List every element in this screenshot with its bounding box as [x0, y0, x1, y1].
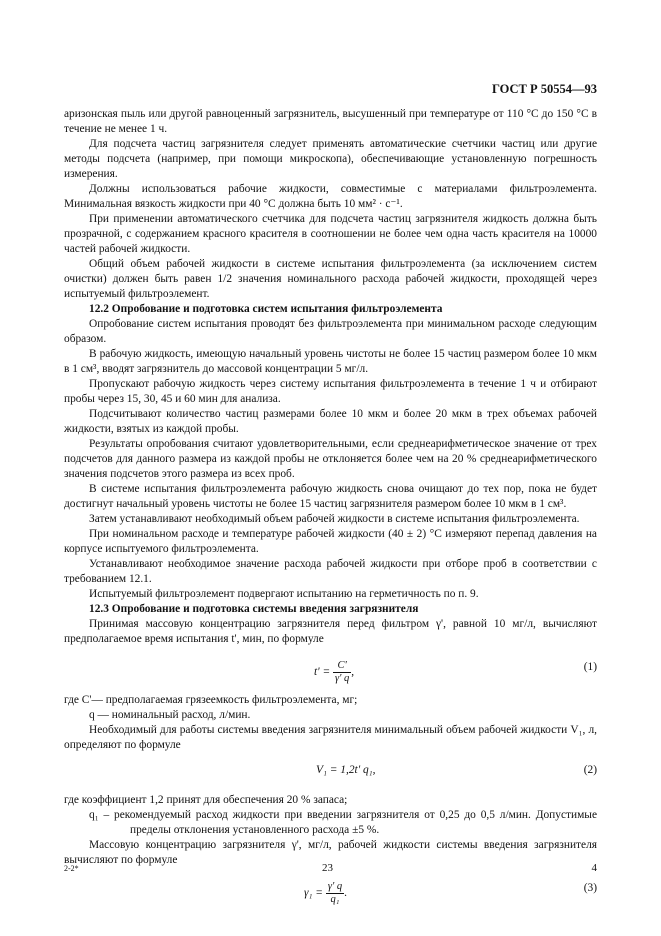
numerator: γ' q	[327, 881, 343, 892]
numerator: C'	[333, 660, 351, 673]
paragraph: При номинальном расходе и температуре рабочей жидкости (40 ± 2) °С измеряют перепад давления на корпусе испытуемого фильтроэлемента.	[64, 528, 597, 555]
formula-lhs: γ₁ =	[304, 887, 323, 900]
formula-fraction	[326, 881, 344, 906]
paragraph: Устанавливают необходимое значение расхода рабочей жидкости при отборе проб в соответствии с требованием 12.1.	[64, 558, 597, 585]
where-line: q₁ – рекомендуемый расход жидкости при введении загрязнителя от 0,25 до 0,5 л/мин. Допустимые пределы отклонения установленного расхода ±5 %.	[89, 809, 597, 836]
formula-lhs: t' =	[314, 666, 331, 679]
paragraph: Необходимый для работы системы введения загрязнителя минимальный объем рабочей жидкости V₁, л, определяют по формуле	[64, 724, 597, 751]
section-heading-12-3: 12.3 Опробование и подготовка системы введения загрязнителя	[89, 603, 419, 615]
formula-number: (1)	[583, 661, 597, 673]
paragraph: Испытуемый фильтроэлемент подвергают испытанию на герметичность по п. 9.	[89, 588, 479, 600]
formula-expr: V₁ = 1,2t' q₁,	[316, 764, 376, 776]
formula-tail: ,	[351, 666, 355, 679]
formula-2	[64, 757, 597, 789]
paragraph: Массовую концентрацию загрязнителя γ', мг/л, рабочей жидкости системы введения загрязнителя вычисляют по формуле	[64, 839, 597, 866]
paragraph: В рабочую жидкость, имеющую начальный уровень чистоты не более 15 частиц размером более 10 мкм в 1 см³, вводят загрязнитель до массовой концентрации 5 мг/л.	[64, 348, 597, 375]
formula-tail: .	[344, 887, 347, 900]
paragraph: Подсчитывают количество частиц размерами более 10 мкм и более 20 мкм в трех объемах рабочей жидкости, взятых из каждой пробы.	[64, 408, 597, 435]
paragraph: Общий объем рабочей жидкости в системе испытания фильтроэлемента (за исключением систем очистки) должен быть равен 1/2 значения номинального расхода рабочей жидкости, проходящей через испытуемый фильтроэлемент.	[64, 258, 597, 300]
paragraph: аризонская пыль или другой равноценный загрязнитель, высушенный при температуре от 110 °С до 150 °С в течение не менее 1 ч.	[64, 108, 597, 135]
paragraph: Затем устанавливают необходимый объем рабочей жидкости в системе испытания фильтроэлемента.	[89, 513, 580, 525]
paragraph: В системе испытания фильтроэлемента рабочую жидкость снова очищают до тех пор, пока не будет достигнут начальный уровень чистоты не более 15 частиц загрязнителя размером более 10 мкм в 1 см³.	[64, 483, 597, 510]
formula-number: (3)	[583, 882, 597, 894]
where-line: q — номинальный расход, л/мин.	[89, 709, 251, 721]
footer-mark: 2-2*	[64, 864, 79, 873]
sheet-number: 4	[591, 862, 597, 874]
paragraph: Для подсчета частиц загрязнителя следует применять автоматические счетчики частиц или другие методы подсчета (например, при помощи микроскопа), обеспечивающие установленную погрешность измерения.	[64, 138, 597, 180]
paragraph: Опробование систем испытания проводят без фильтроэлемента при минимальном расходе следующим образом.	[64, 318, 597, 345]
paragraph: Принимая массовую концентрацию загрязнителя перед фильтром γ', равной 10 мг/л, вычисляют предполагаемое время испытания t', мин, по формуле	[64, 618, 597, 645]
formula-3	[64, 872, 597, 910]
paragraph: При применении автоматического счетчика для подсчета частиц загрязнителя жидкость должна быть прозрачной, с содержанием красного красителя в соотношении не более чем одна часть красителя на 10000 частей рабочей жидкости.	[64, 213, 597, 255]
formula-1	[64, 651, 597, 689]
where-line: где C'— предполагаемая грязеемкость фильтроэлемента, мг;	[64, 694, 358, 706]
paragraph: Должны использоваться рабочие жидкости, совместимые с материалами фильтроэлемента. Минимальная вязкость жидкости при 40 °С должна быть 10 мм² · с⁻¹.	[64, 183, 597, 210]
paragraph: Результаты опробования считают удовлетворительными, если среднеарифметическое значение от трех подсчетов для данного размера из каждой пробы не отклоняется более чем на 20 % среднеарифметического значения подсчетов этого размера из всех проб.	[64, 438, 597, 480]
where-line: где коэффициент 1,2 принят для обеспечения 20 % запаса;	[64, 794, 348, 806]
denominator: γ' q	[335, 673, 350, 684]
denominator: q₁	[330, 894, 340, 905]
formula-fraction	[333, 660, 351, 685]
document-body	[64, 107, 597, 914]
formula-number: (2)	[583, 764, 597, 776]
paragraph: Пропускают рабочую жидкость через систему испытания фильтроэлемента в течение 1 ч и отбирают пробы через 15, 30, 45 и 60 мин для анализа.	[64, 378, 597, 405]
standard-number: ГОСТ Р 50554—93	[491, 82, 597, 96]
section-heading-12-2: 12.2 Опробование и подготовка систем испытания фильтроэлемента	[89, 303, 443, 315]
page-number: 23	[322, 862, 333, 874]
